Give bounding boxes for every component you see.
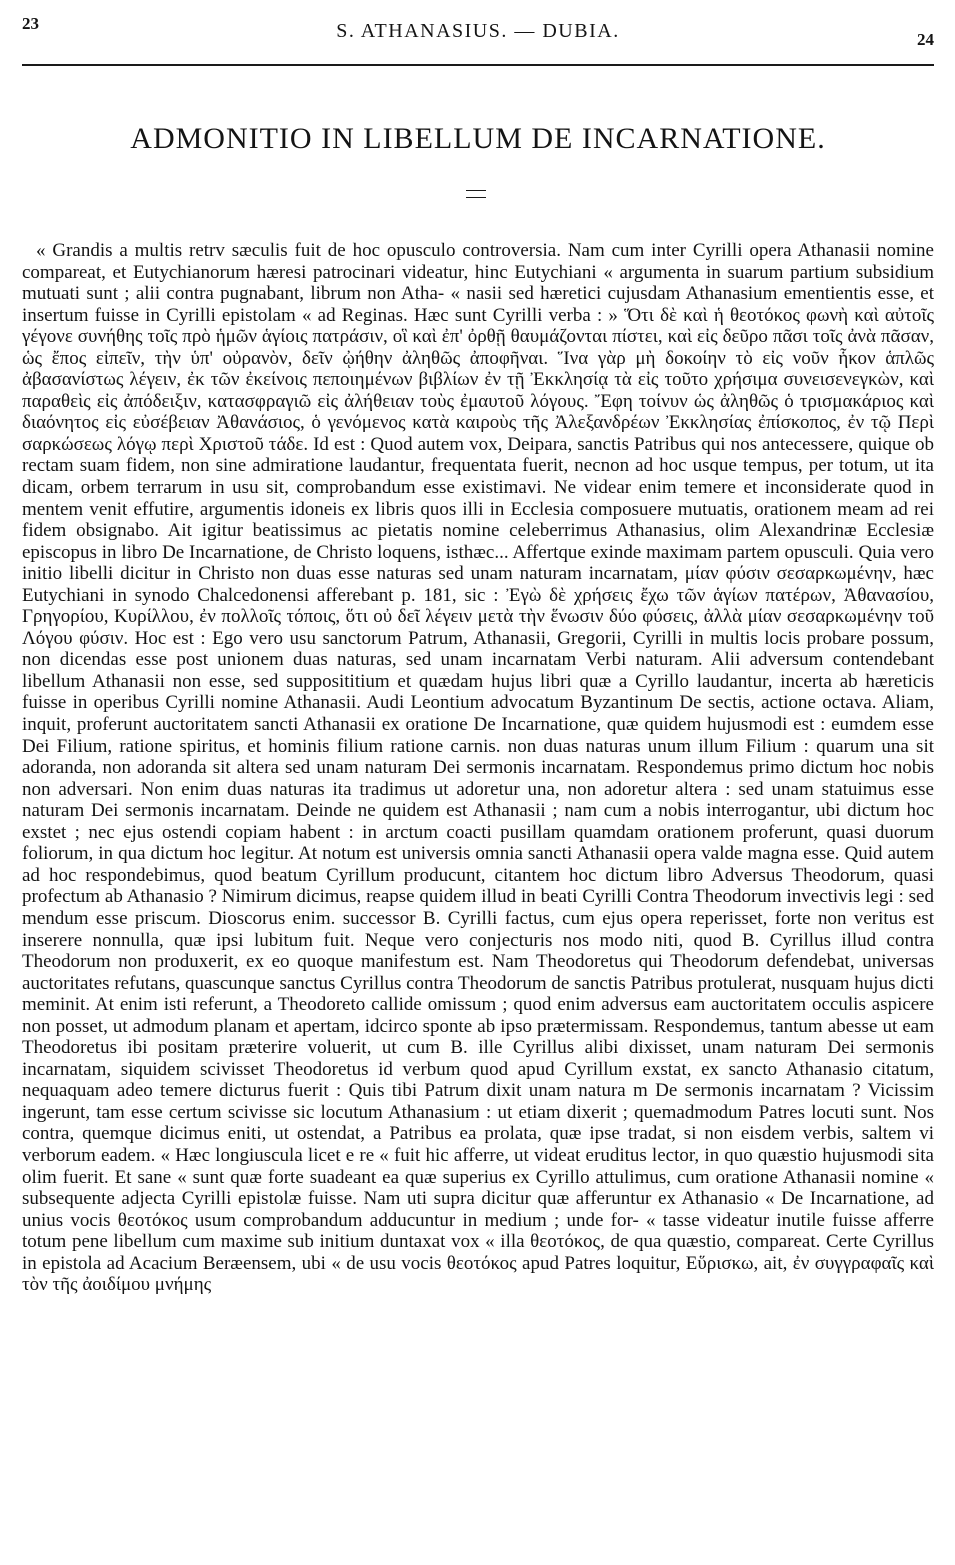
page-number-right: 24 xyxy=(917,30,934,49)
page-header xyxy=(22,14,934,50)
body-text: « Grandis a multis retrv sæculis fuit de hoc opusculo controversia. Nam cum inter Cyrilli opera Athanasii nomine compareat, et Eutychianorum hæresi patrocinari videatur, hinc Eutychiani « argumenta in suarum partium subsidium mutuati sunt ; alii contra pugnabant, librum non Atha- « nasii sed hæretici cujusdam Athanasium ementientis esse, et insertum fuisse in Cyrilli epistolam « ad Reginas. Hæc sunt Cyrilli verba : » Ὅτι δὲ καὶ ἡ θεοτόκος φωνὴ καὶ αὐτοῖς γέγονε συνήθης τοῖς πρὸ ἡμῶν ἁγίοις πατράσιν, οἳ καὶ ἐπ' ὀρθῇ θαυμάζονται πίστει, καὶ εἰς δεῦρο πᾶσι τοῖς ἀνὰ πᾶσαν, ὡς ἔπος εἰπεῖν, τὴν ὑπ' οὐρανὸν, δεῖν ᾠήθην ἀληθῶς ἀποφῆναι. Ἵνα γὰρ μὴ δοκοίην τὸ εἰς νοῦν ἧκον ἁπλῶς ἀβασανίστως λέγειν, ἐκ τῶν ἐκείνοις πεποιημένων βιβλίων ἐν τῇ Ἐκκλησίᾳ τὰ εἰς τοῦτο χρήσιμα συνεισενεγκὼν, καὶ παραθεὶς εἰς ἀπόδειξιν, κατασφραγιῶ εἰς ἀλήθειαν τοὺς ἐμαυτοῦ λόγους. Ἔφη τοίνυν ὡς ἀληθῶς ὁ τρισμακάριος καὶ διαόνητος εἰς εὐσέβειαν Ἀθανάσιος, ὁ γενόμενος κατὰ καιροὺς τῆς Ἀλεξανδρέων Ἐκκλησίας ἐπίσκοπος, ἐν τῷ Περὶ σαρκώσεως λόγῳ περὶ Χριστοῦ τάδε. Id est : Quod autem vox, Deipara, sanctis Patribus qui nos antecessere, quique ob rectam suam fidem, non sine admiratione laudantur, frequentata fuerit, necnon ad hoc usque tempus, per totum, ut ita dicam, orbem terrarum in usu sit, comprobandum esse existimavi. Ne videar enim temere et inconsiderate quod in mentem venit effutire, argumentis idoneis ex libris quos illi in Ecclesia composuere mutuatis, orationem meam ad rei fidem obsignabo. Ait igitur beatissimus ac pietatis nomine celeberrimus Athanasius, olim Alexandrinæ Ecclesiæ episcopus in libro De Incarnatione, de Christo loquens, isthæc... Affertque exinde maximam partem opusculi. Quia vero initio libelli dicitur in Christo non duas esse naturas sed unam naturam incarnatam, μίαν φύσιν σεσαρκωμένην, hæc Eutychiani in synodo Chalcedonensi afferebant p. 181, sic : Ἐγὼ δὲ χρήσεις ἔχω τῶν ἁγίων πατέρων, Ἀθανασίου, Γρηγορίου, Κυρίλλου, ἐν πολλοῖς τόποις, ὅτι οὐ δεῖ λέγειν μετὰ τὴν ἕνωσιν δύο φύσεις, ἀλλὰ μίαν σεσαρκωμένην τοῦ Λόγου φύσιν. Hoc est : Ego vero usu sanctorum Patrum, Athanasii, Gregorii, Cyrilli in multis locis probare possum, non dicendas esse post unionem duas naturas, sed unam incarnatam Verbi naturam. Alii adversum contendebant libellum Athanasii non esse, sed supposititium et quædam hujus libri quæ a Cyrillo laudantur, incerta ab hæreticis fuisse in operibus Cyrilli nomine Athanasii. Audi Leontium advocatum Byzantinum De sectis, actione octava. Aliam, inquit, proferunt auctoritatem sancti Athanasii ex oratione De Incarnatione, quæ quidem hujusmodi est : eumdem esse Dei Filium, ratione spiritus, et hominis filium ratione carnis. non duas naturas unum illum Filium : quarum una sit adoranda, non adoranda sit altera sed unam naturam Dei sermonis incarnatam. Respondemus primo dictum hoc nobis non adversari. Non enim duas naturas ita tradimus ut adoretur una, non adoretur altera : sed unam statuimus esse naturam Dei sermonis incarnatam. Deinde ne quidem est Athanasii ; nam cum a nobis interrogantur, ubi dictum hoc exstet ; nec ejus ostendi copiam habent : in arctum coacti pusillam quamdam orationem proferunt, quasi duorum foliorum, in qua dictum hoc legitur. At notum est universis omnia sancti Athanasii opera valde magna esse. Quid autem ad hoc respondebimus, quod beatum Cyrillum producunt, citantem hoc dictum libro Adversus Theodorum, quasi profectum ab Athanasio ? Nimirum dicimus, reapse quidem illud in beati Cyrilli Contra Theodorum invectivis legi : sed mendum esse priscum. Dioscorus enim. successor B. Cyrilli factus, cum ejus opera reperisset, forte non veritus est inserere nonnulla, quæ ipsi lubitum fuit. Neque vero conjecturis nos modo niti, quod B. Cyrillus illud contra Theodorum non produxerit, ex eo quoque manifestum est. Nam Theodoretus qui Theodorum defendebat, universas auctoritates refutans, quascunque sanctus Cyrillus contra Theodorum de sanctis Patribus protulerat, nusquam hujus dicti meminit. At enim isti referunt, a Theodoreto callide omissum ; quod enim adversus eam auctoritatem occulis aspicere non posset, ut admodum planam et apertam, idcirco sponte ab ipso prætermissam. Respondemus, tantum abesse ut eam Theodoretus ibi positam præterire voluerit, ut cum B. ille Cyrillus alibi dixisset, unam naturam Dei sermonis incarnatam, siquidem scivisset Theodoretus id verbum quod apud Cyrillum exstat, ex sancto Athanasio citatum, nequaquam adeo temere dicturus fuerit : Quis tibi Patrum dixit unam natura m De sermonis incarnatam ? Vicissim ingerunt, tam esse certum scivisse sic locutum Athanasium : ut etiam dixerit ; quemadmodum Patres locuti sunt. Nos contra, quemque dicimus eniti, ut ostendat, a Patribus ea prolata, quæ ipse tradat, si non eisdem verbis, saltem vi verborum eadem. « Hæc longiuscula licet e re « fuit hic afferre, ut videat eruditus lector, in quo quæstio hujusmodi sita olim fuerit. Et sane « sunt quæ forte suadeant ea quæ superius ex Cyrillo attulimus, cum oratione Athanasii nomine « subsequente adjecta Cyrilli epistolæ fuisse. Nam uti supra dicitur quæ afferuntur ex Athanasio « De Incarnatione, ad unius vocis θεοτόκος usum comprobandum adducuntur in medium ; unde for- « tasse videatur inutile fuisse afferre totum pene libellum cum maxime sub initium duntaxat vox « illa θεοτόκος, de qua quæstio, compareat. Certe Cyrillus in epistola ad Acacium Beræensem, ubi « de usu vocis θεοτόκος apud Patres loquitur, Εὕρισκω, ait, ἐν συγγραφαῖς καὶ τὸν τῆς ἀοιδίμου μνήμης xyxy=(22,240,934,1296)
title-separator xyxy=(466,190,486,198)
page-title: ADMONITIO IN LIBELLUM DE INCARNATIONE. xyxy=(130,122,826,155)
running-head: S. ATHANASIUS. — DUBIA. xyxy=(336,20,620,42)
header-rule xyxy=(22,64,934,66)
page-number-left: 23 xyxy=(22,14,39,33)
